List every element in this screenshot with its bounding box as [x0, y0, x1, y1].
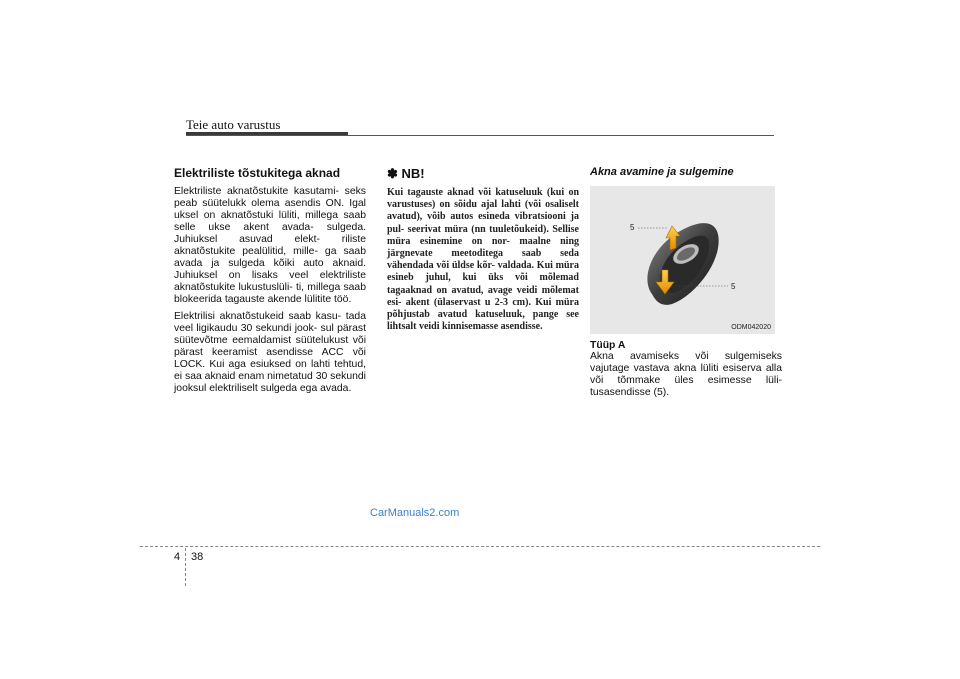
- asterisk-icon: ✽: [387, 166, 398, 181]
- header-rule: [186, 135, 774, 136]
- header-title: Teie auto varustus: [186, 117, 281, 132]
- label-5-bottom: 5: [731, 282, 736, 291]
- watermark-link[interactable]: CarManuals2.com: [370, 507, 460, 519]
- figure-code: ODM042020: [731, 324, 771, 331]
- paragraph-2: Elektrilisi aknatõstukeid saab kasu- tada veel ligikaudu 30 sekundi jook- sul pärast süütevõtme eemaldamist süütelukust või pärast keeramist asendisse ACC või LOCK. Kui aga esiuksed on lahti tehtud, ei saa aknaid enam nimetatud 30 sekundi jooksul elektriliselt sulgeda ega avada.: [174, 311, 366, 394]
- right-column: [590, 166, 782, 399]
- nb-label: NB!: [401, 166, 425, 181]
- paragraph-1: Elektriliste aknatõstukite kasutami- seks peab süütelukk olema asendis ON. Igal uksel on aknatõstuki lüliti, millega saab selle ukse akent avada- sulgeda. Juhiuksel asuvad elekt- riliste aknatõstukite pealülitid, mille- ga saab avada ja sulgeda kõiki auto aknaid. Juhiuksel on lisaks veel elektriliste aknatõstukite lukustuslüli- ti, millega saab blokeerida tagauste akende lülitite töö.: [174, 186, 366, 305]
- nb-body: Kui tagauste aknad või katuseluuk (kui on varustuses) on sõidu ajal lahti (või osaliselt avatud), võib autos esineda vibratsiooni ja pul- seerivat müra (nn tuuletõukeid). Sellise müra esinemine on nor- maalne ning järgnevate meetoditega saab seda vähendada või üldse kõr- valdada. Kui müra esineb juhul, kui üks või mõlemad tagaaknad on avatud, avage veidi mõlemat esi- akent (ülaservast u 2-3 cm). Kui müra põhjustab avatud katuseluuk, pange see lihtsalt veidi kinnisemasse asendisse.: [387, 187, 579, 333]
- subsection-heading: Akna avamine ja sulgemine: [590, 166, 734, 178]
- instruction-text: Akna avamiseks või sulgemiseks vajutage vastava akna lüliti esiserva alla või tõmmake üles esimesse lüli- tusasendisse (5).: [590, 351, 782, 398]
- footer-rule: [140, 546, 820, 547]
- middle-column: [387, 166, 579, 333]
- page-number: 38: [191, 551, 204, 563]
- section-heading: Elektriliste tõstukitega aknad: [174, 166, 341, 180]
- window-switch-illustration: [590, 186, 775, 334]
- nb-heading: [387, 166, 579, 182]
- type-label: Tüüp A: [590, 340, 626, 351]
- label-5-top: 5: [630, 223, 635, 232]
- window-switch-figure: [590, 186, 775, 334]
- footer-divider: [185, 548, 186, 586]
- left-column: [174, 166, 366, 400]
- chapter-number: 4: [174, 551, 181, 563]
